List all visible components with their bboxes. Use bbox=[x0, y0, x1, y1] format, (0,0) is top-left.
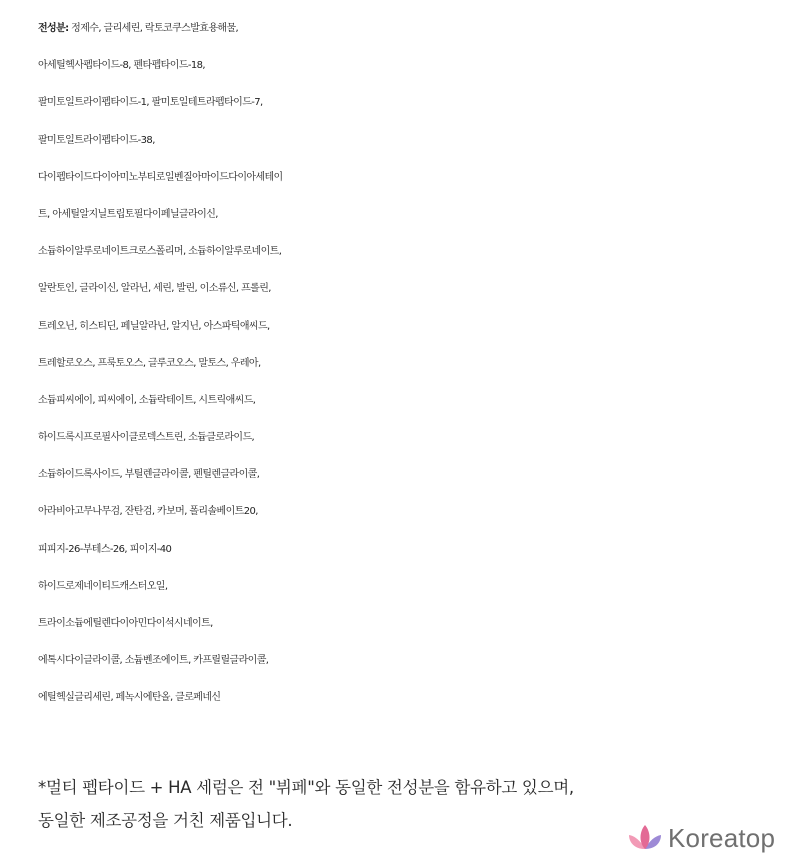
ingredient-line-6: 트, 아세틸알지닐트립토필다이페닐글라이신, bbox=[38, 208, 218, 220]
ingredient-line-3: 팔미토일트라이펩타이드-1, 팔미토일테트라펩타이드-7, bbox=[38, 97, 263, 109]
ingredient-line-1 bbox=[38, 10, 798, 47]
ingredient-line-19: 에틸헥실글리세린, 페녹시에탄올, 클로페네신 bbox=[38, 692, 221, 704]
ingredient-line-2: 아세틸헥사펩타이드-8, 펜타펩타이드-18, bbox=[38, 60, 205, 72]
ingredient-line-18: 에톡시다이글라이콜, 소듐벤조에이트, 카프릴릴글라이콜, bbox=[38, 655, 269, 667]
footnote-line-1: *멀티 펩타이드 + HA 세럼은 전 "뷔페"와 동일한 전성분을 함유하고 있으며, bbox=[38, 778, 574, 797]
lotus-icon bbox=[628, 823, 662, 853]
ingredient-line-17: 트라이소듐에틸렌다이아민다이석시네이트, bbox=[38, 618, 213, 629]
ingredient-list bbox=[38, 10, 798, 717]
koreatop-logo bbox=[628, 818, 775, 858]
ingredient-line-7: 소듐하이알루로네이트크로스폴리머, 소듐하이알루로네이트, bbox=[38, 246, 282, 258]
ingredient-text: 정제수, 글리세린, 락토코쿠스발효용해물, bbox=[68, 23, 239, 34]
ingredient-line-9: 트레오닌, 히스티딘, 페닐알라닌, 알지닌, 아스파틱애씨드, bbox=[38, 320, 270, 332]
ingredient-line-15: 피피지-26-부테스-26, 피이지-40 bbox=[38, 543, 172, 555]
ingredient-line-11: 소듐피씨에이, 피씨에이, 소듐락테이트, 시트릭애씨드, bbox=[38, 394, 256, 406]
ingredient-line-8: 알란토인, 글라이신, 알라닌, 세린, 발린, 이소류신, 프롤린, bbox=[38, 283, 271, 295]
ingredient-line-13: 소듐하이드록사이드, 부틸렌글라이콜, 펜틸렌글라이콜, bbox=[38, 469, 260, 481]
footnote-line-2: 동일한 제조공정을 거친 제품입니다. bbox=[38, 811, 293, 830]
ingredient-line-12: 하이드록시프로필사이클로덱스트린, 소듐클로라이드, bbox=[38, 432, 255, 444]
ingredient-line-5: 다이펩타이드다이아미노부티로일벤질아마이드다이아세테이 bbox=[38, 171, 283, 183]
ingredient-line-4: 팔미토일트라이펩타이드-38, bbox=[38, 134, 155, 146]
ingredient-line-14: 아라비아고무나무검, 잔탄검, 카보머, 폴리솔베이트20, bbox=[38, 506, 258, 518]
logo-text: Koreatop bbox=[668, 822, 776, 853]
ingredient-line-10: 트레할로오스, 프룩토오스, 글루코오스, 말토스, 우레아, bbox=[38, 357, 261, 369]
ingredient-line-16: 하이드로제네이티드캐스터오일, bbox=[38, 580, 168, 592]
ingredient-label: 전성분: bbox=[38, 23, 69, 34]
